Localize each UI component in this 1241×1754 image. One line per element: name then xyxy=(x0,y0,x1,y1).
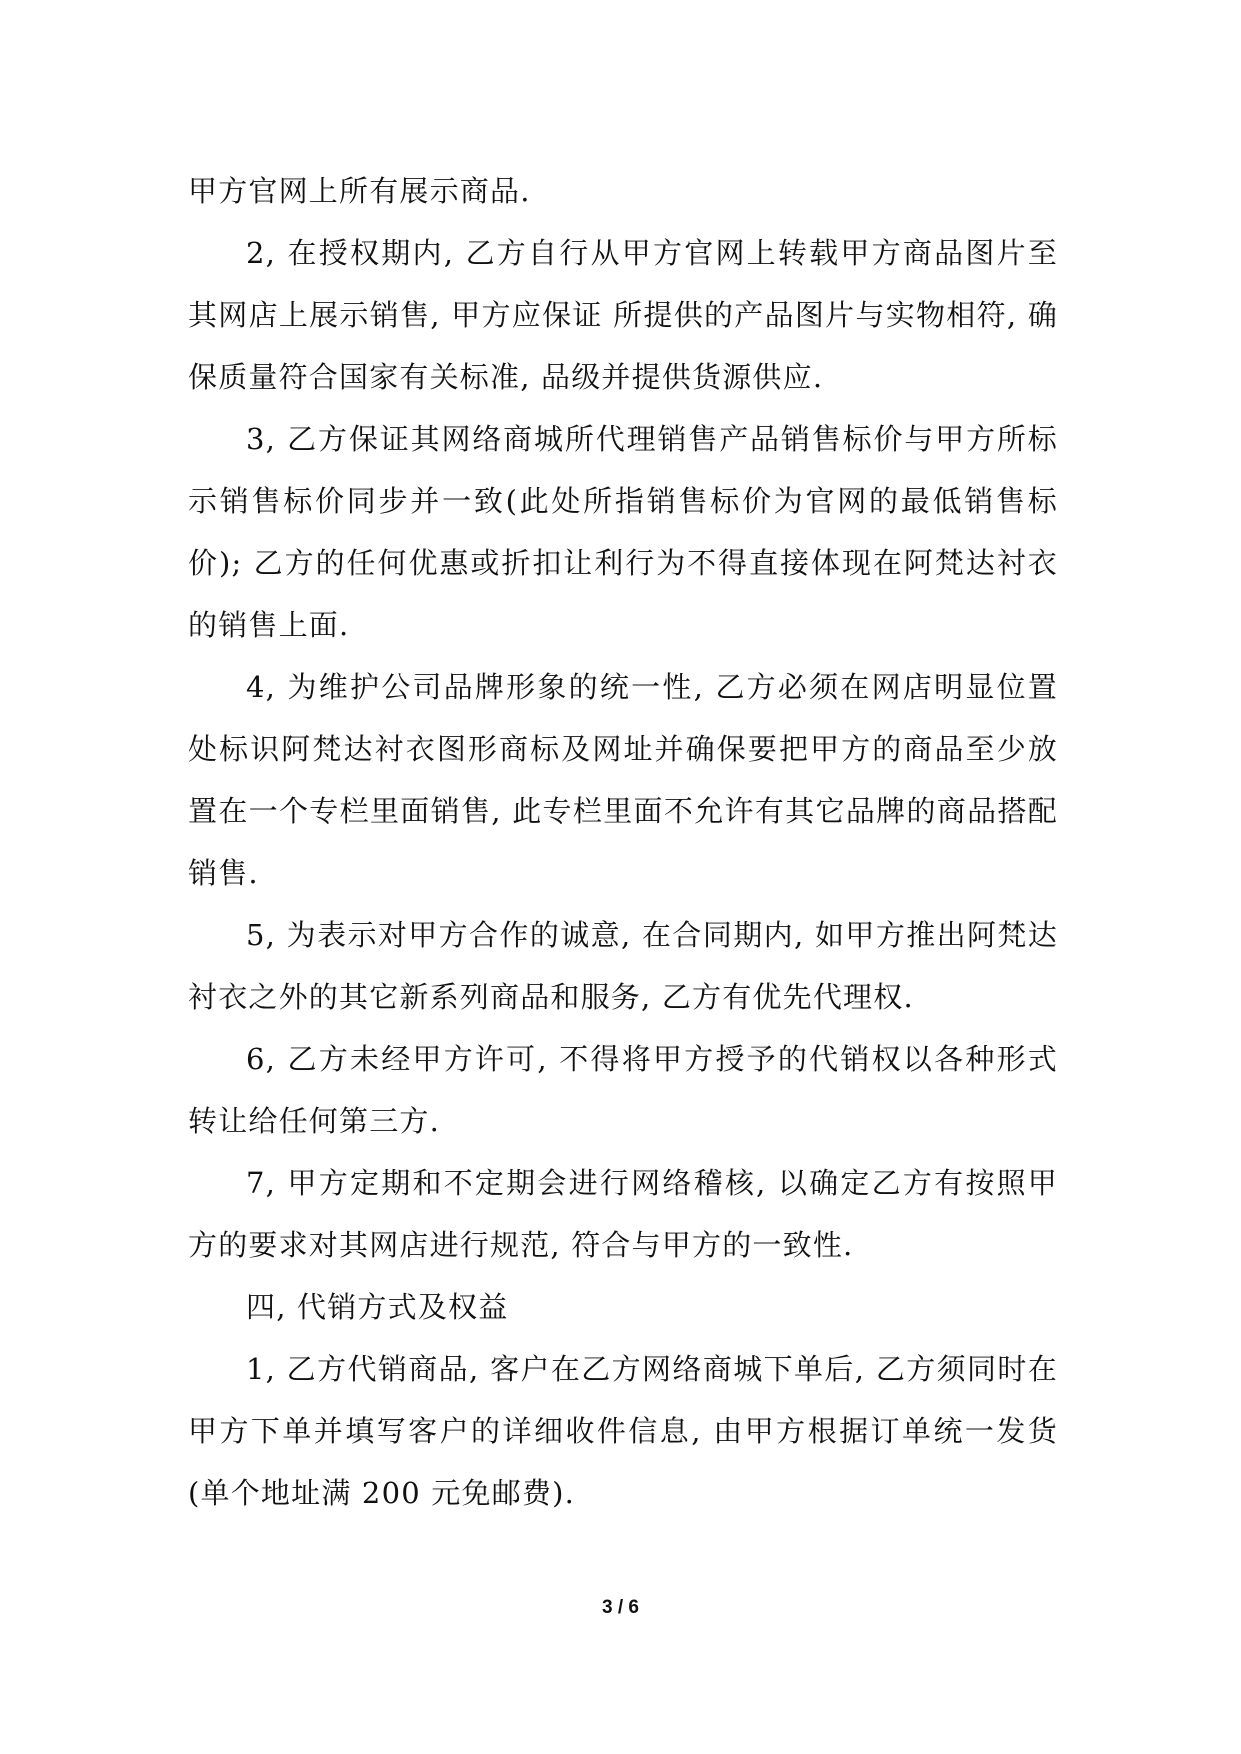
clause-2: 2, 在授权期内, 乙方自行从甲方官网上转载甲方商品图片至其网店上展示销售, 甲方应保证 所提供的产品图片与实物相符, 确保质量符合国家有关标准, 品级并提供货源供应. xyxy=(188,236,1058,394)
section-heading: 四, 代销方式及权益 xyxy=(246,1290,509,1324)
clause-4: 4, 为维护公司品牌形象的统一性, 乙方必须在网店明显位置处标识阿梵达衬衣图形商标及网址并确保要把甲方的商品至少放置在一个专栏里面销售, 此专栏里面不允许有其它品牌的商品搭配销售. xyxy=(188,670,1058,890)
document-body xyxy=(188,160,1058,1524)
page-number: 3 / 6 xyxy=(602,1597,639,1618)
clause-3: 3, 乙方保证其网络商城所代理销售产品销售标价与甲方所标示销售标价同步并一致(此处所指销售标价为官网的最低销售标价); 乙方的任何优惠或折扣让利行为不得直接体现在阿梵达衬衣的销售上面. xyxy=(188,422,1058,642)
clause-7: 7, 甲方定期和不定期会进行网络稽核, 以确定乙方有按照甲方的要求对其网店进行规范, 符合与甲方的一致性. xyxy=(188,1166,1058,1262)
clause-5: 5, 为表示对甲方合作的诚意, 在合同期内, 如甲方推出阿梵达衬衣之外的其它新系列商品和服务, 乙方有优先代理权. xyxy=(188,918,1058,1014)
section-4-clause-1: 1, 乙方代销商品, 客户在乙方网络商城下单后, 乙方须同时在甲方下单并填写客户的详细收件信息, 由甲方根据订单统一发货(单个地址满 200 元免邮费). xyxy=(188,1352,1058,1510)
paragraph-continuation: 甲方官网上所有展示商品. xyxy=(188,174,531,208)
clause-6: 6, 乙方未经甲方许可, 不得将甲方授予的代销权以各种形式转让给任何第三方. xyxy=(188,1042,1058,1138)
